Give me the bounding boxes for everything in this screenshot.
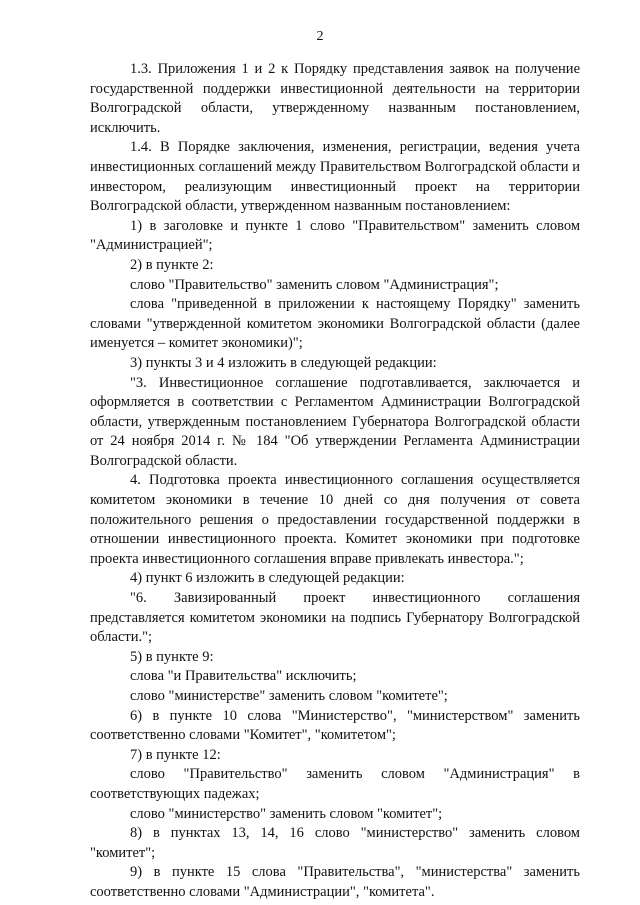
paragraph-item-6: 6) в пункте 10 слова "Министерство", "министерством" заменить соответственно словами "Комитет", "комитетом"; (90, 707, 580, 744)
paragraph-item-5: 5) в пункте 9: (130, 648, 214, 665)
paragraph-clause-3: "3. Инвестиционное соглашение подготавливается, заключается и оформляется в соответствии с Регламентом Администрации Волгоградской области, утвержденным постановлением Губернатора Волгоградской области от 24 ноября 2014 г. № 184 "Об утверждении Регламента Администрации Волгоградской области. (90, 374, 580, 469)
document-body (90, 60, 580, 903)
paragraph-1-3: 1.3. Приложения 1 и 2 к Порядку представления заявок на получение государственной поддержки инвестиционной деятельности на территории Волгоградской области, утвержденному названным постановлением, исключить. (90, 61, 580, 136)
paragraph-item-2: 2) в пункте 2: (130, 256, 214, 273)
paragraph-clause-6: "6. Завизированный проект инвестиционного соглашения представляется комитетом экономики на подпись Губернатору Волгоградской области."; (90, 590, 580, 646)
page-number: 2 (316, 29, 324, 44)
paragraph-item-2-word: слово "Правительство" заменить словом "Администрация"; (130, 276, 499, 293)
paragraph-item-5-exclude: слова "и Правительства" исключить; (130, 668, 357, 685)
paragraph-item-8: 8) в пунктах 13, 14, 16 слово "министерство" заменить словом "комитет"; (90, 825, 580, 861)
paragraph-1-4: 1.4. В Порядке заключения, изменения, регистрации, ведения учета инвестиционных соглашений между Правительством Волгоградской области и инвестором, реализующим инвестиционный проект на территории Волгоградской области, утвержденном названным постановлением: (90, 139, 580, 215)
paragraph-item-7-ministry: слово "министерство" заменить словом "комитет"; (130, 805, 443, 822)
paragraph-item-2-words: слова "приведенной в приложении к настоящему Порядку" заменить словами "утвержденной комитетом экономики Волгоградской области (далее именуется – комитет экономики)"; (90, 296, 580, 352)
paragraph-item-7-government: слово "Правительство" заменить словом "Администрация" в соответствующих падежах; (90, 766, 580, 802)
paragraph-item-7: 7) в пункте 12: (130, 746, 221, 763)
paragraph-item-5-replace: слово "министерстве" заменить словом "комитете"; (130, 688, 448, 704)
paragraph-item-3: 3) пункты 3 и 4 изложить в следующей редакции: (130, 354, 437, 371)
paragraph-item-9: 9) в пункте 15 слова "Правительства", "министерства" заменить соответственно словами "Администрации", "комитета". (90, 864, 580, 900)
paragraph-item-1: 1) в заголовке и пункте 1 слово "Правительством" заменить словом "Администрацией"; (90, 217, 580, 254)
paragraph-item-4: 4) пункт 6 изложить в следующей редакции: (130, 570, 405, 587)
paragraph-clause-4: 4. Подготовка проекта инвестиционного соглашения осуществляется комитетом экономики в течение 10 дней со дня получения от совета положительного решения о предоставлении государственной поддержки в отношении инвестиционного проекта. Комитет экономики при подготовке проекта инвестиционного соглашения вправе привлекать инвестора."; (90, 472, 580, 567)
